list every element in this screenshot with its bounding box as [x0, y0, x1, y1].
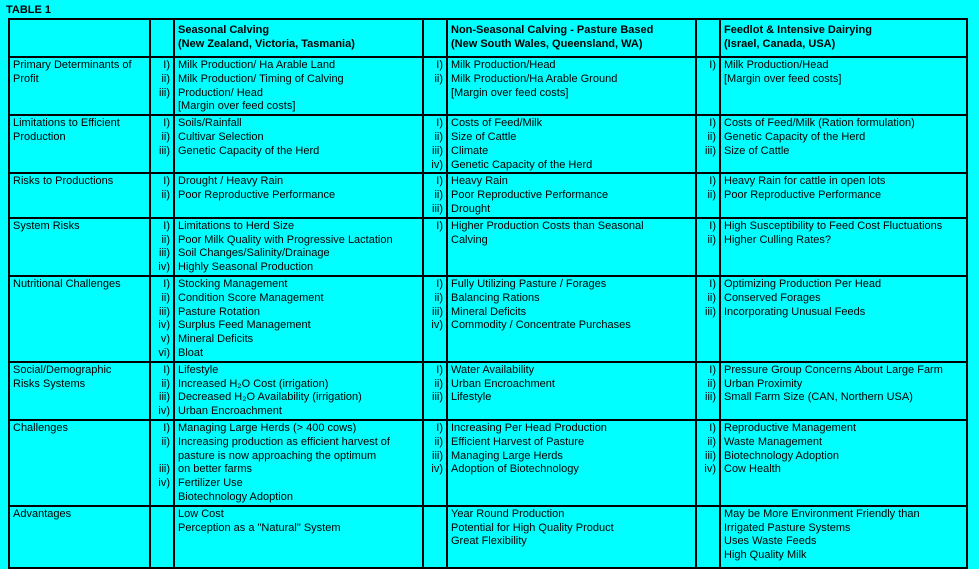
header-row: [9, 19, 967, 57]
content-cell: [720, 57, 967, 115]
item-number: I): [709, 363, 716, 376]
cell-text: Climate: [451, 144, 489, 157]
cell-text: Milk Production/ Ha Arable Land: [178, 59, 336, 71]
item-number: I): [163, 117, 170, 130]
content-cell: [174, 57, 423, 115]
row-label: Nutritional Challenges: [13, 277, 121, 290]
cell-text: Biotechnology Adoption: [724, 449, 839, 462]
item-number: ii): [707, 435, 716, 448]
content-cell: [720, 276, 967, 362]
item-number: I): [163, 363, 170, 376]
item-number-cell: [150, 420, 174, 506]
cell-text: Size of Cattle: [451, 130, 517, 143]
item-number: ii): [707, 189, 716, 202]
content-cell: [174, 420, 423, 506]
cell-text: Fully Utilizing Pasture / Forages: [451, 277, 607, 290]
row-label-cell: [9, 506, 150, 568]
cell-text: Milk Production/Head: [724, 59, 829, 71]
comparison-table: [8, 18, 968, 569]
item-number: iii): [705, 305, 716, 318]
item-number: I): [436, 219, 443, 232]
row-label: Risks to Productions: [13, 175, 114, 188]
item-number: iv): [431, 158, 443, 171]
item-number-cell: [696, 506, 720, 568]
table-row: [9, 218, 967, 276]
cell-text: [Margin over feed costs]: [178, 100, 296, 113]
cell-text: High Susceptibility to Feed Cost Fluctuations: [724, 219, 943, 232]
cell-text: Decreased H₂O Availability (irrigation): [178, 391, 362, 404]
content-cell: [720, 420, 967, 506]
item-number-cell: [150, 115, 174, 173]
item-number: ii): [161, 377, 170, 390]
item-number: ii): [434, 291, 443, 304]
column-header-non-seasonal: [447, 19, 696, 57]
item-number-cell: [696, 173, 720, 217]
item-number: iv): [158, 261, 170, 274]
content-cell: [720, 173, 967, 217]
cell-text: Great Flexibility: [451, 535, 527, 548]
content-cell: [174, 173, 423, 217]
item-number: I): [709, 117, 716, 130]
item-number: iv): [158, 477, 170, 490]
item-number: I): [709, 277, 716, 290]
content-cell: [174, 218, 423, 276]
content-cell: [720, 218, 967, 276]
content-cell: [720, 115, 967, 173]
item-number: ii): [707, 233, 716, 246]
header-blank-cell: [9, 19, 150, 57]
content-cell: [447, 57, 696, 115]
cell-text: May be More Environment Friendly than: [724, 507, 920, 520]
table-row: [9, 276, 967, 362]
cell-text: Uses Waste Feeds: [724, 535, 817, 548]
item-number-cell: [423, 173, 447, 217]
item-number: ii): [161, 291, 170, 304]
cell-text: Perception as a "Natural" System: [178, 521, 341, 534]
row-label: Advantages: [13, 507, 72, 520]
content-cell: [447, 506, 696, 568]
item-number: I): [436, 117, 443, 130]
cell-text: Cow Health: [724, 463, 781, 476]
column-header-seasonal: [174, 19, 423, 57]
item-number-cell: [423, 115, 447, 173]
cell-text: Heavy Rain for cattle in open lots: [724, 175, 886, 188]
cell-text: Small Farm Size (CAN, Northern USA): [724, 391, 913, 404]
table-row: [9, 362, 967, 420]
cell-text: Efficient Harvest of Pasture: [451, 435, 585, 448]
row-label-cell: [9, 115, 150, 173]
item-number-cell: [696, 420, 720, 506]
content-cell: [174, 362, 423, 420]
cell-text: Milk Production/ Timing of Calving: [178, 72, 344, 85]
item-number: iii): [432, 449, 443, 462]
cell-text: Increasing Per Head Production: [451, 421, 607, 434]
item-number: I): [709, 175, 716, 188]
cell-text: Urban Encroachment: [451, 377, 555, 390]
item-number: v): [160, 333, 170, 346]
content-cell: [174, 276, 423, 362]
column-subtitle: (Israel, Canada, USA): [724, 37, 836, 50]
cell-text: Pasture Rotation: [178, 305, 260, 318]
row-label: Social/Demographic: [13, 363, 112, 376]
content-cell: [447, 362, 696, 420]
item-number-cell: [423, 57, 447, 115]
cell-text: Milk Production/Head: [451, 59, 556, 71]
item-number-cell: [150, 57, 174, 115]
cell-text: Cultivar Selection: [178, 130, 264, 143]
cell-text: Highly Seasonal Production: [178, 261, 314, 274]
item-number: [151, 450, 170, 464]
cell-text: pasture is now approaching the optimum: [178, 449, 377, 462]
column-subtitle: (New South Wales, Queensland, WA): [451, 37, 643, 50]
item-number: I): [436, 277, 443, 290]
cell-text: Higher Culling Rates?: [724, 233, 831, 246]
cell-text: [Margin over feed costs]: [724, 72, 842, 85]
item-number: iii): [705, 391, 716, 404]
item-number: ii): [707, 291, 716, 304]
item-number: ii): [161, 72, 170, 85]
cell-text: Higher Production Costs than Seasonal: [451, 219, 644, 232]
cell-text: Genetic Capacity of the Herd: [451, 158, 593, 171]
item-number-cell: [696, 362, 720, 420]
cell-text: Low Cost: [178, 507, 224, 520]
cell-text: Stocking Management: [178, 277, 288, 290]
item-number: I): [163, 59, 170, 71]
cell-text: Water Availability: [451, 363, 535, 376]
content-cell: [447, 276, 696, 362]
cell-text: Managing Large Herds (> 400 cows): [178, 421, 357, 434]
row-label: Production: [13, 130, 66, 143]
cell-text: Commodity / Concentrate Purchases: [451, 319, 631, 332]
cell-text: Biotechnology Adoption: [178, 490, 293, 503]
cell-text: Poor Milk Quality with Progressive Lactation: [178, 233, 393, 246]
item-number-cell: [696, 218, 720, 276]
item-number: iii): [432, 305, 443, 318]
item-number-cell: [150, 362, 174, 420]
item-number: iii): [432, 391, 443, 404]
cell-text: Increased H₂O Cost (irrigation): [178, 377, 329, 390]
item-number-cell: [696, 57, 720, 115]
item-number: I): [436, 175, 443, 188]
item-number: ii): [434, 72, 443, 85]
content-cell: [447, 420, 696, 506]
cell-text: Fertilizer Use: [178, 477, 243, 490]
row-label-cell: [9, 420, 150, 506]
content-cell: [447, 173, 696, 217]
cell-text: Reproductive Management: [724, 421, 857, 434]
content-cell: [720, 506, 967, 568]
content-cell: [174, 506, 423, 568]
item-number-cell: [150, 173, 174, 217]
item-number: iii): [705, 144, 716, 157]
item-number: I): [709, 219, 716, 232]
row-label-cell: [9, 362, 150, 420]
item-number: iii): [159, 86, 170, 99]
content-cell: [720, 362, 967, 420]
item-number-cell: [423, 218, 447, 276]
cell-text: Mineral Deficits: [178, 333, 254, 346]
column-header-feedlot: [720, 19, 967, 57]
item-number: ii): [161, 435, 170, 448]
row-label-cell: [9, 57, 150, 115]
cell-text: Soils/Rainfall: [178, 117, 242, 130]
column-subtitle: (New Zealand, Victoria, Tasmania): [178, 37, 355, 50]
row-label-cell: [9, 276, 150, 362]
cell-text: [Margin over feed costs]: [451, 86, 569, 99]
item-number: I): [163, 219, 170, 232]
row-label-cell: [9, 218, 150, 276]
cell-text: Pressure Group Concerns About Large Farm: [724, 363, 943, 376]
cell-text: Poor Reproductive Performance: [724, 189, 882, 202]
content-cell: [174, 115, 423, 173]
item-number-cell: [150, 276, 174, 362]
cell-text: Genetic Capacity of the Herd: [178, 144, 320, 157]
item-number: ii): [434, 130, 443, 143]
item-number: ii): [161, 130, 170, 143]
item-number: I): [709, 59, 716, 71]
cell-text: High Quality Milk: [724, 549, 807, 562]
item-number: I): [163, 277, 170, 290]
cell-text: on better farms: [178, 463, 252, 476]
cell-text: Costs of Feed/Milk: [451, 117, 543, 130]
item-number: vi): [158, 346, 170, 359]
item-number-cell: [696, 276, 720, 362]
item-number-cell: [423, 276, 447, 362]
cell-text: Surplus Feed Management: [178, 319, 311, 332]
item-number: iv): [704, 463, 716, 476]
header-num-cell: [696, 19, 720, 57]
cell-text: Bloat: [178, 346, 204, 359]
cell-text: Irrigated Pasture Systems: [724, 521, 851, 534]
cell-text: Year Round Production: [451, 507, 565, 520]
item-number: ii): [434, 189, 443, 202]
item-number-cell: [150, 218, 174, 276]
cell-text: Calving: [451, 233, 488, 246]
header-num-cell: [150, 19, 174, 57]
table-row: [9, 115, 967, 173]
item-number-cell: [150, 506, 174, 568]
cell-text: Conserved Forages: [724, 291, 821, 304]
item-number: I): [436, 363, 443, 376]
cell-text: Condition Score Management: [178, 291, 324, 304]
column-title: Non-Seasonal Calving - Pasture Based: [451, 24, 654, 36]
row-label: Primary Determinants of: [13, 59, 132, 71]
item-number: iv): [158, 319, 170, 332]
table-row: [9, 506, 967, 568]
item-number: ii): [707, 130, 716, 143]
item-number: iii): [705, 449, 716, 462]
row-label: Profit: [13, 72, 39, 85]
item-number: ii): [161, 233, 170, 246]
item-number: ii): [161, 189, 170, 202]
item-number: iii): [432, 144, 443, 157]
cell-text: Incorporating Unusual Feeds: [724, 305, 866, 318]
cell-text: Lifestyle: [451, 391, 492, 404]
table-row: [9, 173, 967, 217]
row-label: Challenges: [13, 421, 69, 434]
cell-text: Milk Production/Ha Arable Ground: [451, 72, 618, 85]
cell-text: Limitations to Herd Size: [178, 219, 295, 232]
cell-text: Production/ Head: [178, 86, 263, 99]
item-number: iii): [159, 144, 170, 157]
cell-text: Heavy Rain: [451, 175, 508, 188]
column-title: Seasonal Calving: [178, 24, 270, 36]
item-number-cell: [423, 506, 447, 568]
item-number: ii): [434, 435, 443, 448]
item-number: I): [436, 421, 443, 434]
cell-text: Genetic Capacity of the Herd: [724, 130, 866, 143]
content-cell: [447, 218, 696, 276]
item-number-cell: [696, 115, 720, 173]
cell-text: Lifestyle: [178, 363, 219, 376]
item-number: iii): [159, 391, 170, 404]
item-number: I): [163, 421, 170, 434]
row-label: System Risks: [13, 219, 80, 232]
cell-text: Costs of Feed/Milk (Ration formulation): [724, 117, 915, 130]
item-number-cell: [423, 362, 447, 420]
item-number: iii): [432, 202, 443, 215]
cell-text: Potential for High Quality Product: [451, 521, 614, 534]
item-number: iii): [159, 247, 170, 260]
table-caption: TABLE 1: [6, 4, 52, 16]
content-cell: [447, 115, 696, 173]
cell-text: Waste Management: [724, 435, 823, 448]
item-number: iv): [431, 319, 443, 332]
cell-text: Drought / Heavy Rain: [178, 175, 284, 188]
cell-text: Poor Reproductive Performance: [451, 189, 609, 202]
header-num-cell: [423, 19, 447, 57]
item-number: iii): [159, 463, 170, 476]
column-title: Feedlot & Intensive Dairying: [724, 24, 872, 36]
cell-text: Adoption of Biotechnology: [451, 463, 579, 476]
row-label: Limitations to Efficient: [13, 117, 120, 130]
cell-text: Soil Changes/Salinity/Drainage: [178, 247, 330, 260]
item-number: I): [709, 421, 716, 434]
item-number: iv): [158, 405, 170, 418]
cell-text: Size of Cattle: [724, 144, 790, 157]
cell-text: Mineral Deficits: [451, 305, 527, 318]
item-number: ii): [707, 377, 716, 390]
item-number: ii): [434, 377, 443, 390]
item-number: iii): [159, 305, 170, 318]
cell-text: Managing Large Herds: [451, 449, 563, 462]
item-number: I): [163, 175, 170, 188]
item-number: I): [436, 59, 443, 71]
table-row: [9, 420, 967, 506]
item-number-cell: [423, 420, 447, 506]
table-row: [9, 57, 967, 115]
item-number: iv): [431, 463, 443, 476]
cell-text: Drought: [451, 202, 491, 215]
row-label: Risks Systems: [13, 377, 86, 390]
cell-text: Urban Proximity: [724, 377, 803, 390]
cell-text: Optimizing Production Per Head: [724, 277, 882, 290]
cell-text: Balancing Rations: [451, 291, 540, 304]
cell-text: Poor Reproductive Performance: [178, 189, 336, 202]
cell-text: Increasing production as efficient harvest of: [178, 435, 390, 448]
row-label-cell: [9, 173, 150, 217]
cell-text: Urban Encroachment: [178, 405, 282, 418]
